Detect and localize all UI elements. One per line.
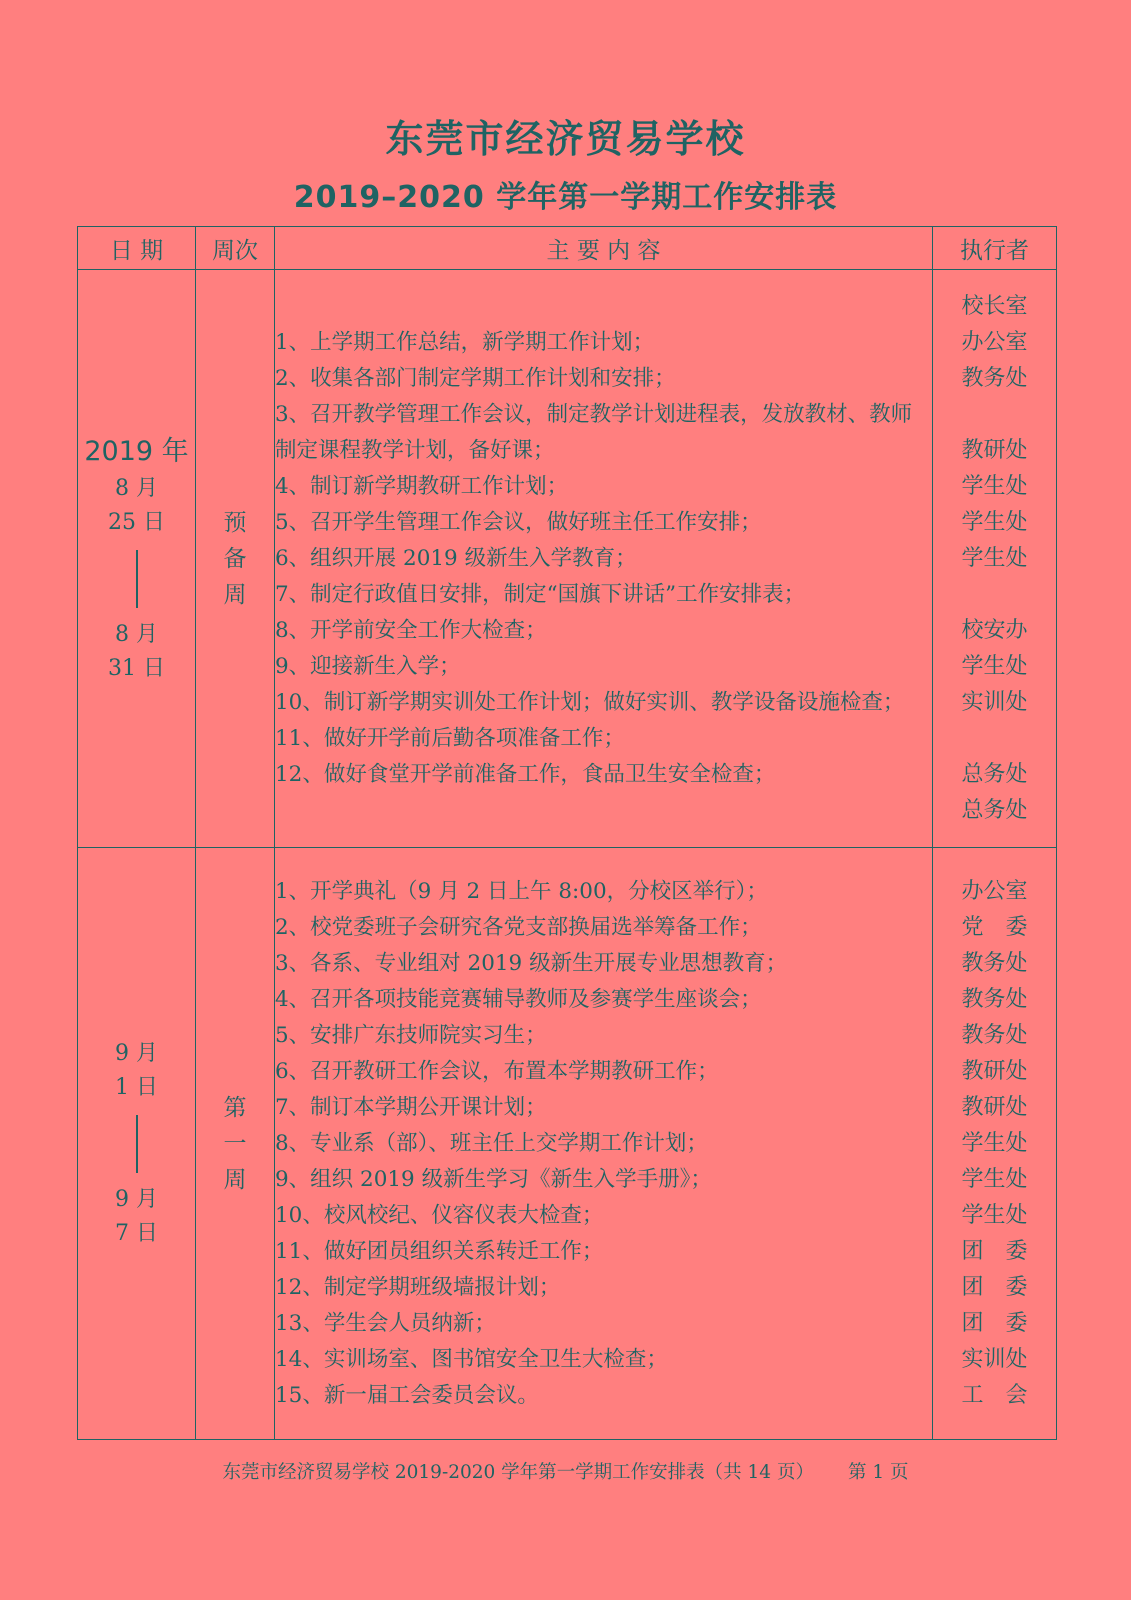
content-cell xyxy=(275,270,933,848)
week-char: 周 xyxy=(223,581,247,608)
list-item: 8、专业系（部）、班主任上交学期工作计划； xyxy=(275,1130,708,1156)
executor: 学生处 xyxy=(961,1202,1028,1228)
header-week: 周次 xyxy=(196,227,275,270)
table-row-week-one xyxy=(78,848,1057,1440)
week-cell xyxy=(196,848,275,1440)
executor: 教研处 xyxy=(961,1094,1028,1120)
header-date: 日 期 xyxy=(78,227,196,270)
list-item: 11、做好开学前后勤各项准备工作； xyxy=(275,725,625,751)
executor: 办公室 xyxy=(961,329,1028,355)
executor-list xyxy=(933,289,1056,829)
date-cell xyxy=(78,848,196,1440)
list-item: 7、制定行政值日安排，制定“国旗下讲话”工作安排表； xyxy=(275,581,806,607)
list-item: 6、组织开展 2019 级新生入学教育； xyxy=(275,545,637,571)
executor: 实训处 xyxy=(961,1346,1028,1372)
list-item: 15、新一届工会委员会议。 xyxy=(275,1382,539,1408)
list-item: 9、迎接新生入学； xyxy=(275,653,461,679)
executor: 教务处 xyxy=(961,950,1028,976)
executor: 教务处 xyxy=(961,1022,1028,1048)
date-start-month: 8 月 xyxy=(115,475,158,501)
week-char: 第 xyxy=(223,1094,247,1121)
table-row-prep-week xyxy=(78,270,1057,848)
week-char: 预 xyxy=(223,509,247,536)
executor: 校长室 xyxy=(961,293,1028,319)
date-range-line xyxy=(136,550,138,608)
executor: 校安办 xyxy=(961,617,1028,643)
executor-cell xyxy=(933,848,1057,1440)
executor: 团 委 xyxy=(961,1274,1028,1300)
executor: 教务处 xyxy=(961,986,1028,1012)
list-item: 5、安排广东技师院实习生； xyxy=(275,1022,547,1048)
date-range-line xyxy=(136,1115,138,1173)
list-item: 9、组织 2019 级新生学习《新生入学手册》； xyxy=(275,1166,712,1192)
list-item: 8、开学前安全工作大检查； xyxy=(275,617,547,643)
executor: 工 会 xyxy=(961,1382,1028,1408)
executor-list xyxy=(933,874,1056,1414)
executor: 教研处 xyxy=(961,437,1028,463)
executor: 总务处 xyxy=(961,761,1028,787)
executor: 党 委 xyxy=(961,914,1028,940)
executor: 办公室 xyxy=(961,878,1028,904)
list-item: 13、学生会人员纳新； xyxy=(275,1310,496,1336)
week-char: 一 xyxy=(223,1130,247,1157)
date-start-day: 1 日 xyxy=(115,1074,158,1100)
list-item: 10、制订新学期实训处工作计划；做好实训、教学设备设施检查； xyxy=(275,689,905,715)
footer-text: 东莞市经济贸易学校 2019-2020 学年第一学期工作安排表（共 14 页） xyxy=(222,1462,814,1483)
list-item: 4、召开各项技能竞赛辅导教师及参赛学生座谈会； xyxy=(275,986,762,1012)
executor: 学生处 xyxy=(961,509,1028,535)
content-list xyxy=(275,325,932,793)
executor: 学生处 xyxy=(961,653,1028,679)
date-end-day: 31 日 xyxy=(108,655,165,681)
executor-cell xyxy=(933,270,1057,848)
date-year: 2019 年 xyxy=(84,435,189,467)
list-item: 3、各系、专业组对 2019 级新生开展专业思想教育； xyxy=(275,950,788,976)
date-start-day: 25 日 xyxy=(108,509,165,535)
executor: 实训处 xyxy=(961,689,1028,715)
executor: 学生处 xyxy=(961,1166,1028,1192)
list-item: 14、实训场室、图书馆安全卫生大检查； xyxy=(275,1346,668,1372)
content-cell xyxy=(275,848,933,1440)
list-item: 7、制订本学期公开课计划； xyxy=(275,1094,547,1120)
list-item: 2、校党委班子会研究各党支部换届选举筹备工作； xyxy=(275,914,762,940)
date-end-month: 8 月 xyxy=(115,621,158,647)
week-char: 周 xyxy=(223,1166,247,1193)
list-item: 12、制定学期班级墙报计划； xyxy=(275,1274,561,1300)
executor: 学生处 xyxy=(961,1130,1028,1156)
week-char: 备 xyxy=(223,545,247,572)
list-item: 1、上学期工作总结，新学期工作计划； xyxy=(275,329,655,355)
executor: 学生处 xyxy=(961,473,1028,499)
table-header-row xyxy=(78,227,1057,270)
list-item: 3、召开教学管理工作会议，制定教学计划进程表，发放教材、教师制定课程教学计划，备好课； xyxy=(275,401,913,463)
date-cell xyxy=(78,270,196,848)
executor: 团 委 xyxy=(961,1238,1028,1264)
header-executor: 执行者 xyxy=(933,227,1057,270)
executor: 教务处 xyxy=(961,365,1028,391)
list-item: 11、做好团员组织关系转迁工作； xyxy=(275,1238,604,1264)
header-content: 主 要 内 容 xyxy=(275,227,933,270)
executor: 总务处 xyxy=(961,797,1028,823)
schedule-table xyxy=(77,226,1057,1440)
content-list xyxy=(275,874,932,1414)
executor: 学生处 xyxy=(961,545,1028,571)
list-item: 12、做好食堂开学前准备工作，食品卫生安全检查； xyxy=(275,761,776,787)
list-item: 2、收集各部门制定学期工作计划和安排； xyxy=(275,365,676,391)
document-subtitle: 2019–2020 学年第一学期工作安排表 xyxy=(293,180,838,215)
date-end-month: 9 月 xyxy=(115,1186,158,1212)
page-footer xyxy=(0,1458,1131,1484)
list-item: 4、制订新学期教研工作计划； xyxy=(275,473,569,499)
executor: 教研处 xyxy=(961,1058,1028,1084)
page-number: 第 1 页 xyxy=(847,1462,909,1483)
list-item: 1、开学典礼（9 月 2 日上午 8:00，分校区举行）； xyxy=(275,878,768,904)
document-title: 东莞市经济贸易学校 xyxy=(385,117,746,161)
date-end-day: 7 日 xyxy=(115,1220,158,1246)
list-item: 10、校风校纪、仪容仪表大检查； xyxy=(275,1202,604,1228)
list-item: 6、召开教研工作会议，布置本学期教研工作； xyxy=(275,1058,719,1084)
week-cell xyxy=(196,270,275,848)
date-start-month: 9 月 xyxy=(115,1040,158,1066)
list-item: 5、召开学生管理工作会议，做好班主任工作安排； xyxy=(275,509,762,535)
executor: 团 委 xyxy=(961,1310,1028,1336)
